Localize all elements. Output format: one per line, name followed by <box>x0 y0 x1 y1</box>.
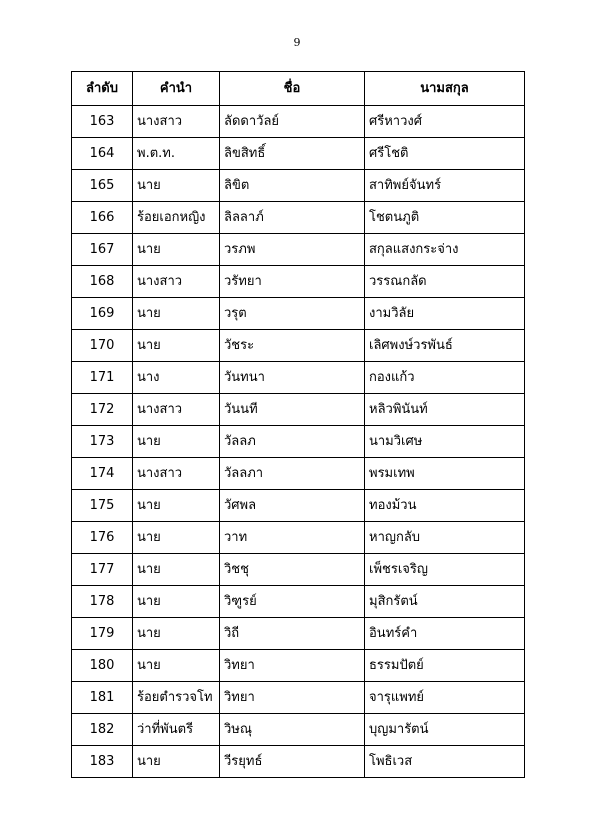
table-row <box>72 714 525 746</box>
cell-last-name: ทองม้วน <box>365 490 525 522</box>
cell-order: 180 <box>72 650 133 682</box>
cell-first-name: วรุต <box>220 298 365 330</box>
cell-order: 163 <box>72 106 133 138</box>
cell-title: นาย <box>133 650 220 682</box>
cell-last-name: ศรีโชติ <box>365 138 525 170</box>
cell-order: 173 <box>72 426 133 458</box>
cell-first-name: วิชชุ <box>220 554 365 586</box>
header-last-name: นามสกุล <box>365 72 525 106</box>
cell-first-name: วัลลภ <box>220 426 365 458</box>
cell-order: 174 <box>72 458 133 490</box>
cell-title: ว่าที่พันตรี <box>133 714 220 746</box>
cell-last-name: สกุลแสงกระจ่าง <box>365 234 525 266</box>
cell-first-name: ลิขิต <box>220 170 365 202</box>
table-row <box>72 618 525 650</box>
cell-last-name: หลิวพินันท์ <box>365 394 525 426</box>
cell-order: 172 <box>72 394 133 426</box>
cell-first-name: ลิขสิทธิ์ <box>220 138 365 170</box>
header-title: คำนำ <box>133 72 220 106</box>
cell-title: นาย <box>133 746 220 778</box>
cell-first-name: วันทนา <box>220 362 365 394</box>
cell-first-name: วัศพล <box>220 490 365 522</box>
cell-title: นาย <box>133 298 220 330</box>
cell-first-name: วรภพ <box>220 234 365 266</box>
cell-order: 164 <box>72 138 133 170</box>
cell-last-name: สาทิพย์จันทร์ <box>365 170 525 202</box>
table-row <box>72 746 525 778</box>
cell-last-name: หาญกลับ <box>365 522 525 554</box>
cell-first-name: วาท <box>220 522 365 554</box>
cell-title: นาย <box>133 330 220 362</box>
cell-last-name: บุญมารัตน์ <box>365 714 525 746</box>
table-row <box>72 298 525 330</box>
cell-order: 165 <box>72 170 133 202</box>
table-row <box>72 682 525 714</box>
cell-title: นางสาว <box>133 106 220 138</box>
table-row <box>72 266 525 298</box>
cell-title: นาย <box>133 234 220 266</box>
table-row <box>72 330 525 362</box>
cell-title: นางสาว <box>133 266 220 298</box>
table-row <box>72 458 525 490</box>
cell-last-name: โพธิเวส <box>365 746 525 778</box>
cell-order: 166 <box>72 202 133 234</box>
cell-title: นาย <box>133 426 220 458</box>
cell-title: นางสาว <box>133 394 220 426</box>
cell-title: พ.ต.ท. <box>133 138 220 170</box>
cell-last-name: ธรรมปัตย์ <box>365 650 525 682</box>
cell-title: นาง <box>133 362 220 394</box>
cell-first-name: ลิลลาภ์ <box>220 202 365 234</box>
cell-last-name: กองแก้ว <box>365 362 525 394</box>
header-first-name: ชื่อ <box>220 72 365 106</box>
cell-last-name: โชตนภูติ <box>365 202 525 234</box>
cell-title: นาย <box>133 170 220 202</box>
table-row <box>72 426 525 458</box>
table-row <box>72 106 525 138</box>
cell-first-name: วันนที <box>220 394 365 426</box>
table-row <box>72 138 525 170</box>
table-row <box>72 234 525 266</box>
table-row <box>72 490 525 522</box>
cell-first-name: วรัทยา <box>220 266 365 298</box>
cell-first-name: วิทยา <box>220 650 365 682</box>
cell-first-name: ลัดดาวัลย์ <box>220 106 365 138</box>
cell-title: ร้อยเอกหญิง <box>133 202 220 234</box>
cell-last-name: จารุแพทย์ <box>365 682 525 714</box>
cell-last-name: งามวิลัย <box>365 298 525 330</box>
cell-last-name: เพ็ชรเจริญ <box>365 554 525 586</box>
cell-last-name: นามวิเศษ <box>365 426 525 458</box>
cell-order: 182 <box>72 714 133 746</box>
header-order: ลำดับ <box>72 72 133 106</box>
cell-first-name: วัชระ <box>220 330 365 362</box>
cell-first-name: วัลลภา <box>220 458 365 490</box>
cell-title: นางสาว <box>133 458 220 490</box>
cell-first-name: วิฑูรย์ <box>220 586 365 618</box>
table-row <box>72 554 525 586</box>
cell-order: 170 <box>72 330 133 362</box>
table-row <box>72 362 525 394</box>
cell-title: นาย <box>133 586 220 618</box>
cell-order: 167 <box>72 234 133 266</box>
cell-first-name: วิถี <box>220 618 365 650</box>
cell-first-name: วิทยา <box>220 682 365 714</box>
cell-title: นาย <box>133 490 220 522</box>
table-row <box>72 586 525 618</box>
cell-first-name: วิษณุ <box>220 714 365 746</box>
table-body <box>72 106 525 778</box>
cell-order: 177 <box>72 554 133 586</box>
cell-last-name: อินทร์คำ <box>365 618 525 650</box>
table-row <box>72 650 525 682</box>
cell-order: 181 <box>72 682 133 714</box>
cell-last-name: วรรณกลัด <box>365 266 525 298</box>
table-row <box>72 202 525 234</box>
table-header-row <box>72 72 525 106</box>
cell-title: นาย <box>133 522 220 554</box>
cell-order: 178 <box>72 586 133 618</box>
cell-order: 169 <box>72 298 133 330</box>
cell-last-name: พรมเทพ <box>365 458 525 490</box>
cell-order: 183 <box>72 746 133 778</box>
cell-order: 176 <box>72 522 133 554</box>
cell-last-name: เลิศพงษ์วรพันธ์ <box>365 330 525 362</box>
page-number: 9 <box>293 36 301 49</box>
cell-order: 168 <box>72 266 133 298</box>
cell-title: นาย <box>133 618 220 650</box>
table-row <box>72 522 525 554</box>
cell-title: ร้อยตำรวจโท <box>133 682 220 714</box>
cell-order: 179 <box>72 618 133 650</box>
cell-last-name: มุสิกรัตน์ <box>365 586 525 618</box>
cell-order: 171 <box>72 362 133 394</box>
cell-order: 175 <box>72 490 133 522</box>
cell-last-name: ศรีหาวงศ์ <box>365 106 525 138</box>
name-list-table <box>71 71 525 778</box>
table-row <box>72 170 525 202</box>
cell-first-name: วีรยุทธ์ <box>220 746 365 778</box>
cell-title: นาย <box>133 554 220 586</box>
table-row <box>72 394 525 426</box>
